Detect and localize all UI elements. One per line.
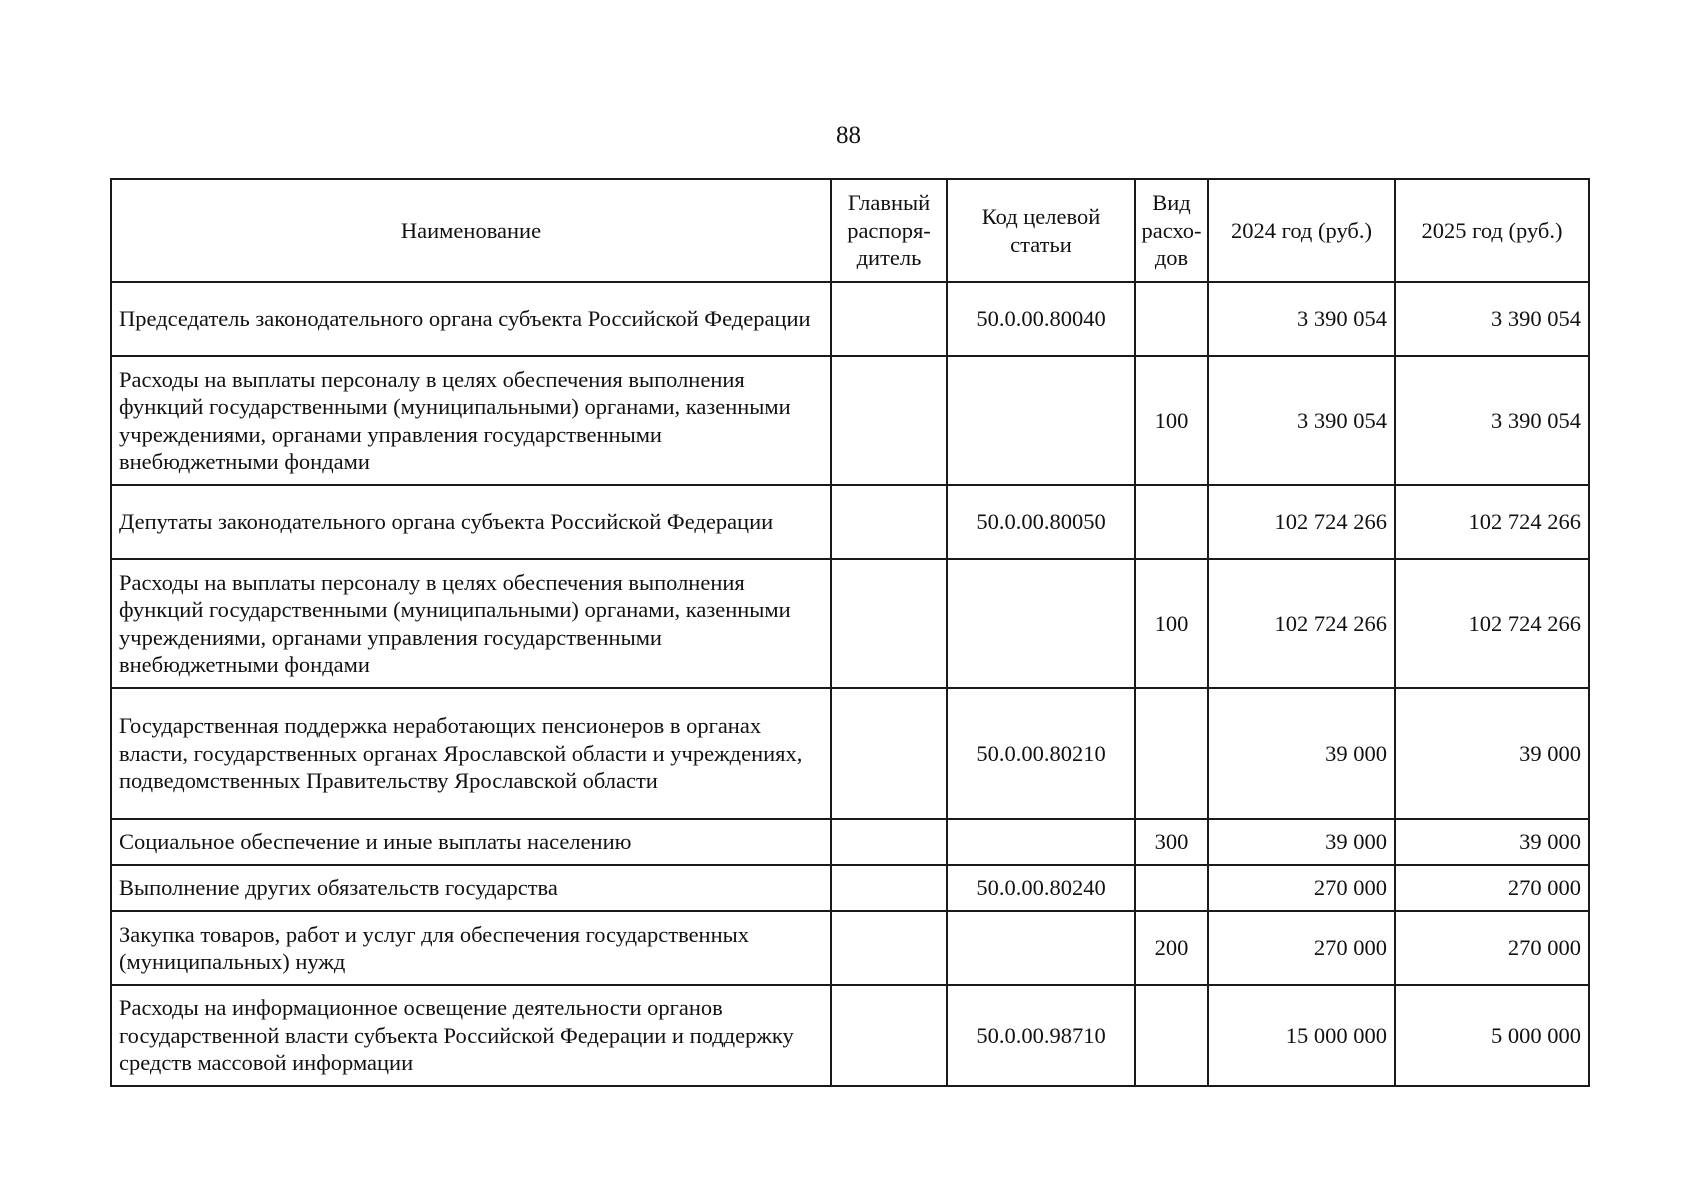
row-amount-2024: 3 390 054 [1208, 356, 1395, 485]
row-main-manager [831, 559, 947, 688]
row-amount-2024: 15 000 000 [1208, 985, 1395, 1086]
row-amount-2025: 39 000 [1395, 688, 1589, 819]
table-row [111, 911, 1589, 985]
row-name: Государственная поддержка неработающих пенсионеров в органах власти, государственных органах Ярославской области и учреждениях, подведомственных Правительству Ярославской области [111, 688, 831, 819]
row-main-manager [831, 282, 947, 356]
row-main-manager [831, 985, 947, 1086]
header-name: Наименование [111, 179, 831, 282]
row-amount-2024: 102 724 266 [1208, 559, 1395, 688]
table-row [111, 985, 1589, 1086]
row-amount-2025: 3 390 054 [1395, 282, 1589, 356]
row-main-manager [831, 356, 947, 485]
header-year-2024: 2024 год (руб.) [1208, 179, 1395, 282]
row-main-manager [831, 865, 947, 911]
row-name: Расходы на выплаты персоналу в целях обеспечения выполнения функций государственными (муниципальными) органами, казенными учреждениями, органами управления государственными внебюджетными фондами [111, 356, 831, 485]
row-expense-type [1135, 485, 1208, 559]
row-target-code: 50.0.00.80040 [947, 282, 1135, 356]
row-amount-2024: 102 724 266 [1208, 485, 1395, 559]
row-amount-2025: 102 724 266 [1395, 559, 1589, 688]
row-amount-2024: 39 000 [1208, 819, 1395, 865]
header-main-manager: Главный распоря-дитель [831, 179, 947, 282]
row-amount-2024: 270 000 [1208, 865, 1395, 911]
row-main-manager [831, 911, 947, 985]
row-target-code: 50.0.00.98710 [947, 985, 1135, 1086]
row-target-code [947, 356, 1135, 485]
row-expense-type: 200 [1135, 911, 1208, 985]
row-amount-2025: 39 000 [1395, 819, 1589, 865]
row-target-code: 50.0.00.80050 [947, 485, 1135, 559]
row-target-code [947, 911, 1135, 985]
table-header-row [111, 179, 1589, 282]
table-row [111, 356, 1589, 485]
row-name: Расходы на информационное освещение деятельности органов государственной власти субъекта Российской Федерации и поддержку средств массовой информации [111, 985, 831, 1086]
row-amount-2025: 5 000 000 [1395, 985, 1589, 1086]
row-amount-2024: 270 000 [1208, 911, 1395, 985]
row-target-code [947, 819, 1135, 865]
row-expense-type [1135, 282, 1208, 356]
row-target-code: 50.0.00.80210 [947, 688, 1135, 819]
row-target-code: 50.0.00.80240 [947, 865, 1135, 911]
row-amount-2025: 270 000 [1395, 911, 1589, 985]
table-row [111, 865, 1589, 911]
row-name: Социальное обеспечение и иные выплаты населению [111, 819, 831, 865]
row-target-code [947, 559, 1135, 688]
page-number: 88 [836, 122, 861, 149]
row-name: Расходы на выплаты персоналу в целях обеспечения выполнения функций государственными (муниципальными) органами, казенными учреждениями, органами управления государственными внебюджетными фондами [111, 559, 831, 688]
row-expense-type: 100 [1135, 356, 1208, 485]
row-name: Депутаты законодательного органа субъекта Российской Федерации [111, 485, 831, 559]
row-expense-type [1135, 865, 1208, 911]
row-expense-type: 300 [1135, 819, 1208, 865]
budget-table [110, 178, 1590, 1087]
row-amount-2025: 102 724 266 [1395, 485, 1589, 559]
row-amount-2024: 39 000 [1208, 688, 1395, 819]
row-expense-type [1135, 985, 1208, 1086]
row-main-manager [831, 688, 947, 819]
row-amount-2025: 270 000 [1395, 865, 1589, 911]
table-row [111, 559, 1589, 688]
row-main-manager [831, 485, 947, 559]
row-name: Закупка товаров, работ и услуг для обеспечения государственных (муниципальных) нужд [111, 911, 831, 985]
row-name: Председатель законодательного органа субъекта Российской Федерации [111, 282, 831, 356]
header-target-code: Код целевой статьи [947, 179, 1135, 282]
table-row [111, 688, 1589, 819]
row-name: Выполнение других обязательств государства [111, 865, 831, 911]
row-amount-2024: 3 390 054 [1208, 282, 1395, 356]
row-expense-type [1135, 688, 1208, 819]
table-row [111, 485, 1589, 559]
table-row [111, 282, 1589, 356]
table-row [111, 819, 1589, 865]
header-expense-type: Вид расхо-дов [1135, 179, 1208, 282]
row-amount-2025: 3 390 054 [1395, 356, 1589, 485]
row-main-manager [831, 819, 947, 865]
header-year-2025: 2025 год (руб.) [1395, 179, 1589, 282]
row-expense-type: 100 [1135, 559, 1208, 688]
